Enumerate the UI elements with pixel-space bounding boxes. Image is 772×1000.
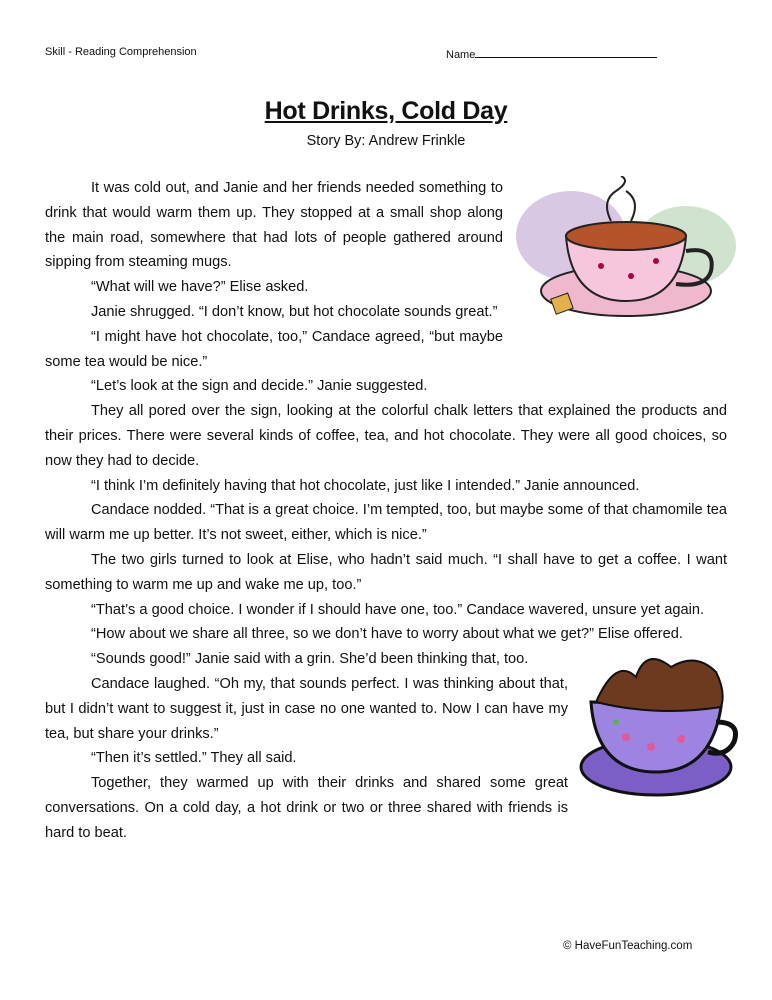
- paragraph: “Sounds good!” Janie said with a grin. She’d been thinking that, too.: [91, 651, 529, 668]
- copyright-footer: © HaveFunTeaching.com: [563, 940, 693, 952]
- coffee-cup-clipart-icon: [576, 647, 741, 801]
- paragraph: Janie shrugged. “I don’t know, but hot chocolate sounds great.”: [91, 303, 498, 320]
- paragraph: Together, they warmed up with their drinks and shared some great conversations. On a cold day, a hot drink or two or three shared with friends is hard to beat.: [45, 775, 568, 841]
- paragraph: “I think I’m definitely having that hot chocolate, just like I intended.” Janie announced.: [91, 477, 640, 494]
- teacup-clipart-icon: [511, 176, 741, 334]
- paragraph: It was cold out, and Janie and her friends needed something to drink that would warm them up. They stopped at a small shop along the main road, somewhere that had lots of people gathered around sipping from steaming mugs.: [45, 180, 503, 271]
- paragraph: Candace laughed. “Oh my, that sounds perfect. I was thinking about that, but I didn’t want to suggest it, just in case no one wanted to. Now I can have my tea, but share your drinks.”: [45, 675, 568, 742]
- story-body: [45, 176, 727, 846]
- paragraph: “Let’s look at the sign and decide.” Janie suggested.: [91, 378, 428, 395]
- paragraph: “Then it’s settled.” They all said.: [91, 750, 297, 767]
- story-byline: Story By: Andrew Frinkle: [306, 133, 466, 149]
- paragraph: Candace nodded. “That is a great choice. I’m tempted, too, but maybe some of that chamomile tea will warm me up better. It’s not sweet, either, which is nice.”: [45, 502, 727, 544]
- skill-label: Skill - Reading Comprehension: [45, 46, 197, 58]
- paragraph: “How about we share all three, so we don’t have to worry about what we get?” Elise offered.: [91, 626, 683, 643]
- name-field: [446, 46, 657, 61]
- name-blank-line: [475, 46, 657, 58]
- paragraph: “What will we have?” Elise asked.: [91, 279, 309, 296]
- name-label: Name: [446, 49, 476, 61]
- story-title: Hot Drinks, Cold Day: [264, 97, 508, 125]
- paragraph: “That’s a good choice. I wonder if I should have one, too.” Candace wavered, unsure yet again.: [91, 601, 705, 618]
- paragraph: They all pored over the sign, looking at the colorful chalk letters that explained the products and their prices. There were several kinds of coffee, tea, and hot chocolate. They were all good choices, so now they had to decide.: [45, 403, 727, 469]
- paragraph: The two girls turned to look at Elise, who hadn’t said much. “I shall have to get a coffee. I want something to warm me up and wake me up, too.”: [45, 551, 727, 593]
- paragraph: “I might have hot chocolate, too,” Candace agreed, “but maybe some tea would be nice.”: [45, 328, 503, 370]
